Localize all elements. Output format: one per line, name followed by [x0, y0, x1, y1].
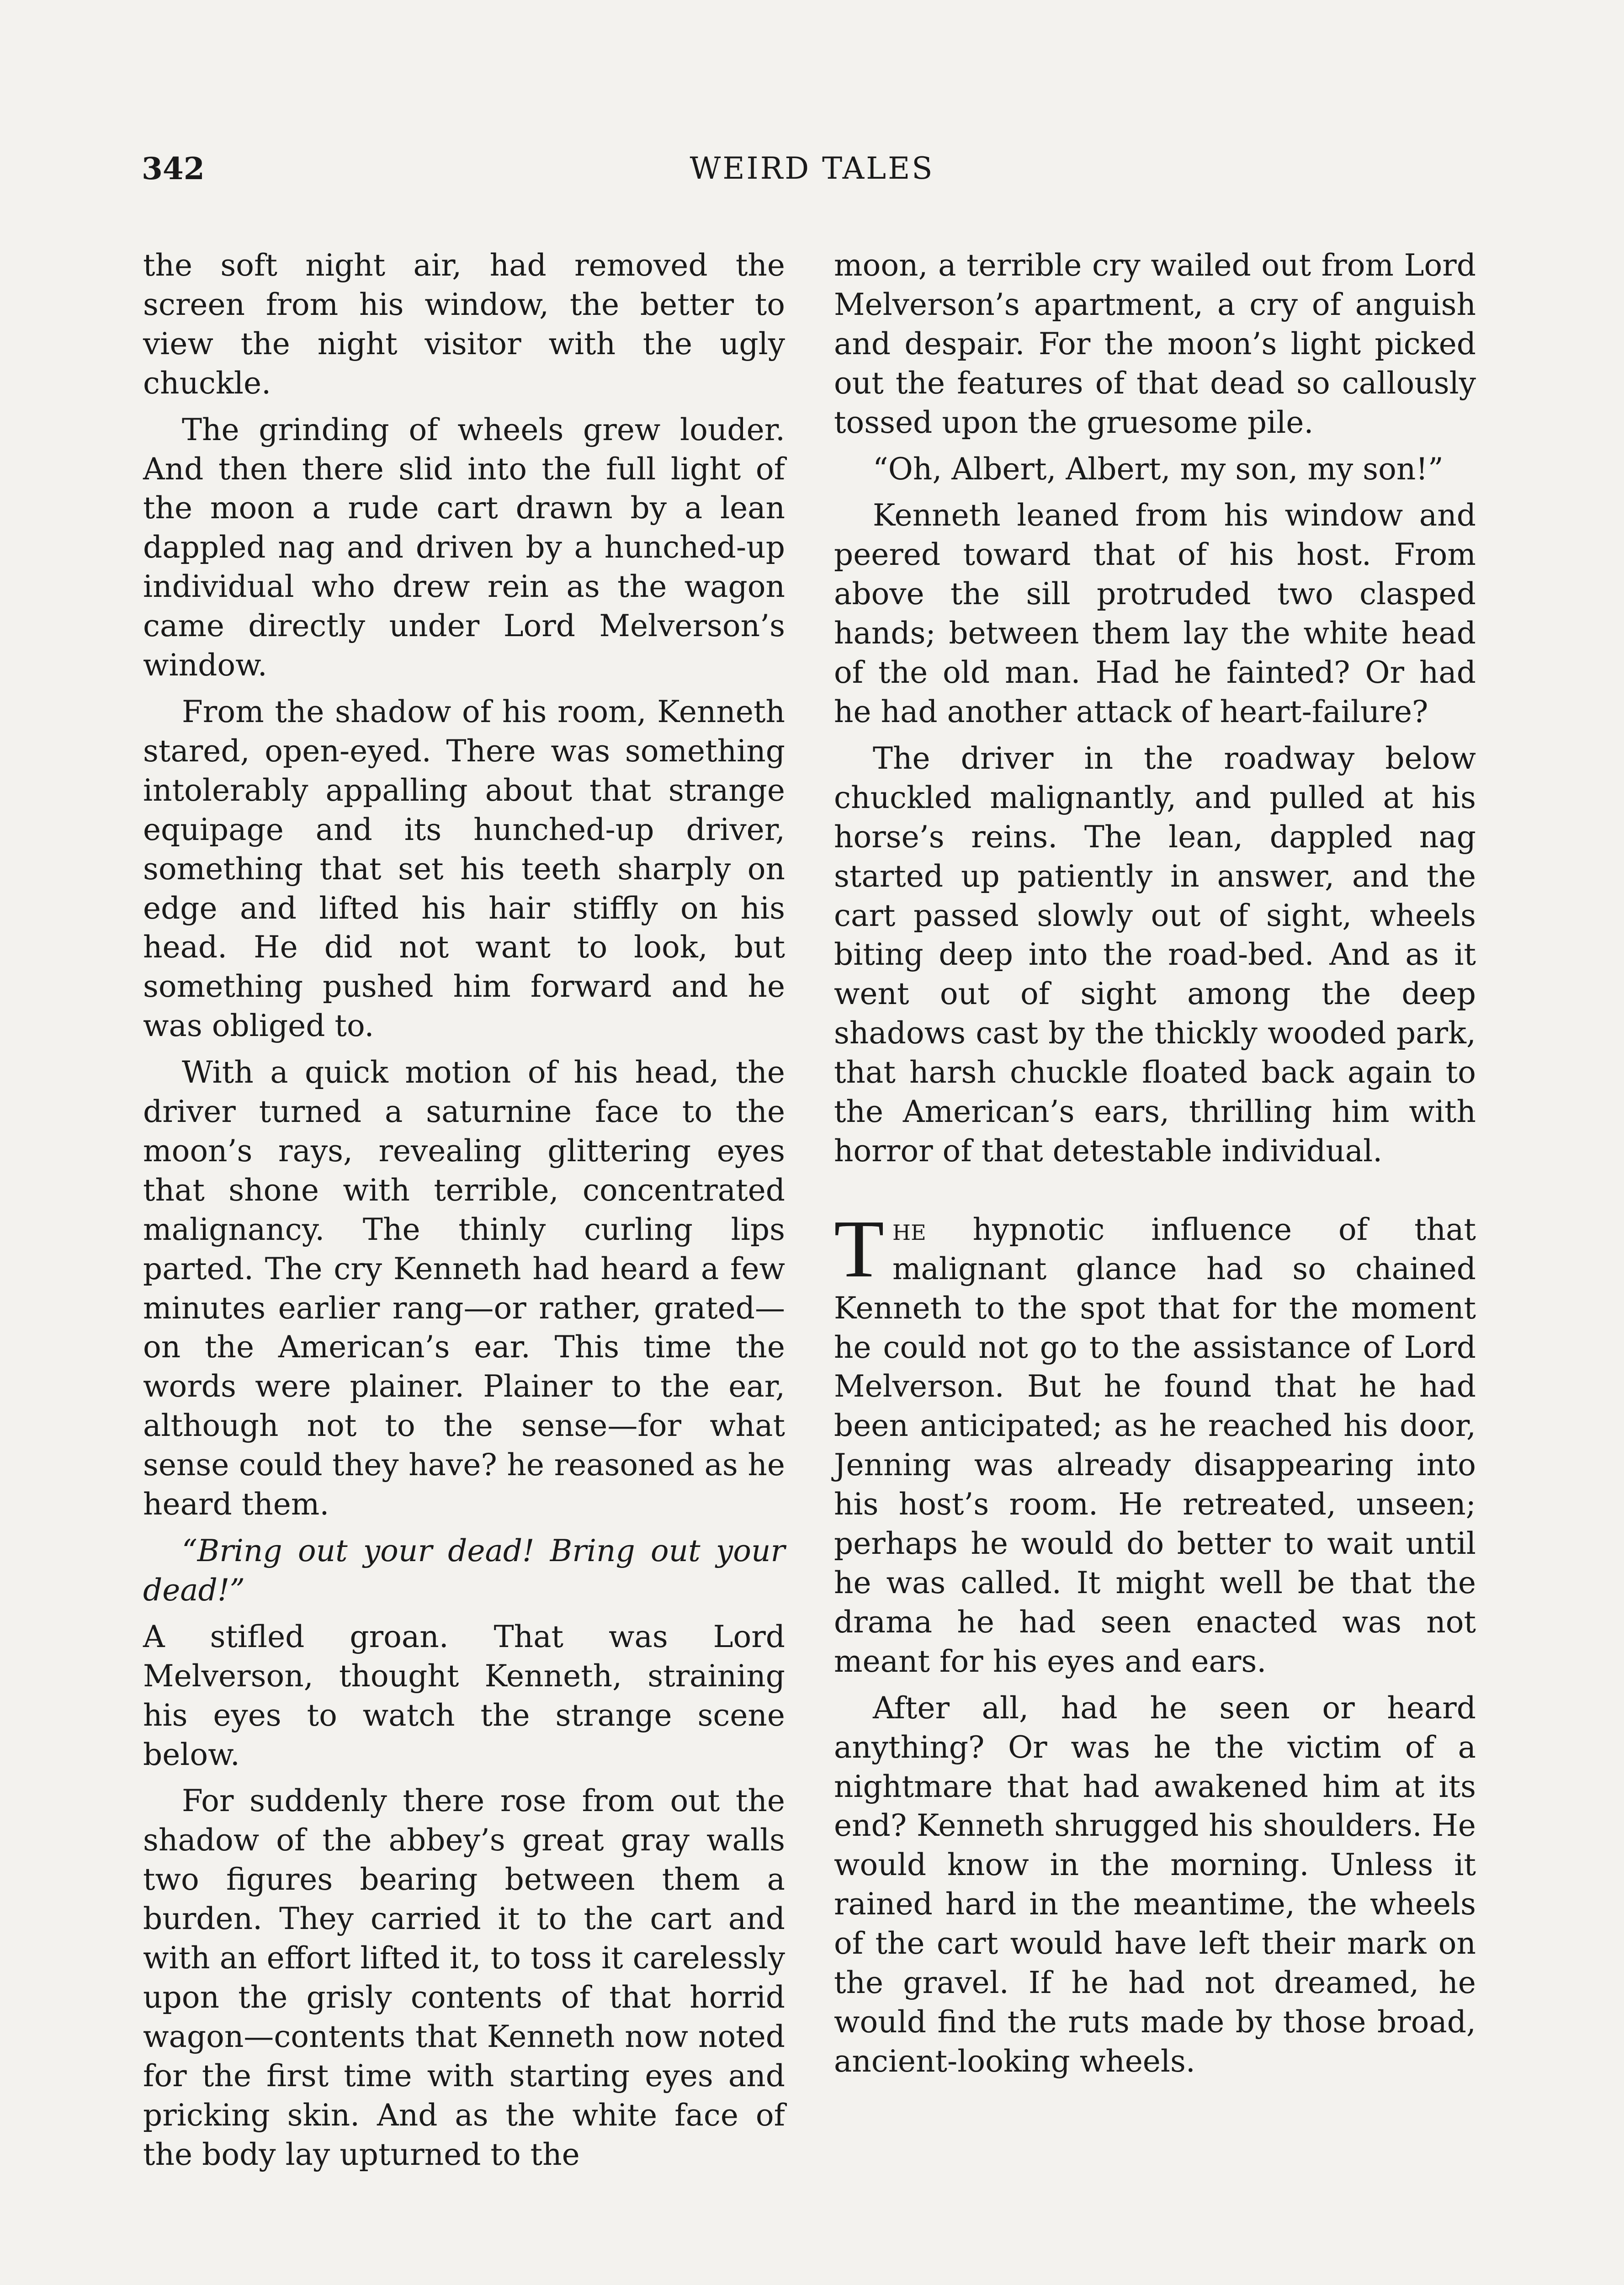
paragraph: the soft night air, had removed the screen from his window, the better to view the night visitor with the ugly chuckle. [143, 248, 785, 401]
paragraph: With a quick motion of his head, the driver turned a saturnine face to the moon’s rays, revealing glittering eyes that shone with terrible, concentrated malignancy. The thinly curling lips parted. The cry Kenneth had heard a few minutes earlier rang—or rather, grated—on the American’s ear. This time the words were plainer. Plainer to the ear, although not to the sense—for what sense could they have? he reasoned as he heard them. [143, 1055, 785, 1522]
paragraph: The driver in the roadway below chuckled malignantly, and pulled at his horse’s reins. The lean, dappled nag started up patiently in answer, and the cart passed slowly out of sight, wheels biting deep into the road-bed. And as it went out of sight among the deep shadows cast by the thickly wooded park, that harsh chuckle floated back again to the American’s ears, thrilling him with horror of that detestable individual. [834, 740, 1476, 1169]
quoted-cry: “Bring out your dead! Bring out your dead!” [143, 1533, 785, 1608]
paragraph: After all, had he seen or heard anything? Or was he the victim of a nightmare that had awakened him at its end? Kenneth shrugged his shoulders. He would know in the morning. Unless it rained hard in the meantime, the wheels of the cart would have left their mark on the gravel. If he had not dreamed, he would find the ruts made by those broad, ancient-looking wheels. [834, 1690, 1476, 2079]
running-title: WEIRD TALES [690, 151, 934, 186]
paragraph: For suddenly there rose from out the shadow of the abbey’s great gray walls two figures bearing between them a burden. They carried it to the cart and with an effort lifted it, to toss it carelessly upon the grisly contents of that horrid wagon—contents that Kenneth now noted for the first time with starting eyes and pricking skin. And as the white face of the body lay upturned to the [143, 1783, 785, 2172]
left-column [143, 246, 785, 2182]
paragraph: moon, a terrible cry wailed out from Lord Melverson’s apartment, a cry of anguish and despair. For the moon’s light picked out the features of that dead so callously tossed upon the gruesome pile. [834, 248, 1476, 440]
small-caps-lead: he [892, 1212, 926, 1247]
page-number: 342 [142, 151, 205, 186]
section-start-paragraph [834, 1203, 1476, 1681]
section-text: hypnotic influence of that malignant glance had so chained Kenneth to the spot that for the moment he could not go to the assistance of Lord Melverson. But he found that he had been anticipated; as he reached his door, Jenning was already disappearing into his host’s room. He retreated, unseen; perhaps he would do better to wait until he was called. It might well be that the drama he had seen enacted was not meant for his eyes and ears. [834, 1212, 1476, 1679]
drop-cap: T [834, 1203, 884, 1294]
right-column [834, 246, 1476, 2088]
paragraph: Kenneth leaned from his window and peered toward that of his host. From above the sill protruded two clasped hands; between them lay the white head of the old man. Had he fainted? Or had he had another attack of heart-failure? [834, 498, 1476, 729]
paragraph: “Oh, Albert, Albert, my son, my son!” [873, 451, 1444, 487]
paragraph: The grinding of wheels grew louder. And then there slid into the full light of the moon a rude cart drawn by a lean dappled nag and driven by a hunched-up individual who drew rein as the wagon came directly under Lord Melverson’s window. [143, 412, 785, 683]
paragraph: A stifled groan. That was Lord Melverson, thought Kenneth, straining his eyes to watch the strange scene below. [143, 1619, 785, 1772]
paragraph: From the shadow of his room, Kenneth stared, open-eyed. There was something intolerably appalling about that strange equipage and its hunched-up driver, something that set his teeth sharply on edge and lifted his hair stiffly on his head. He did not want to look, but something pushed him forward and he was obliged to. [143, 694, 785, 1044]
